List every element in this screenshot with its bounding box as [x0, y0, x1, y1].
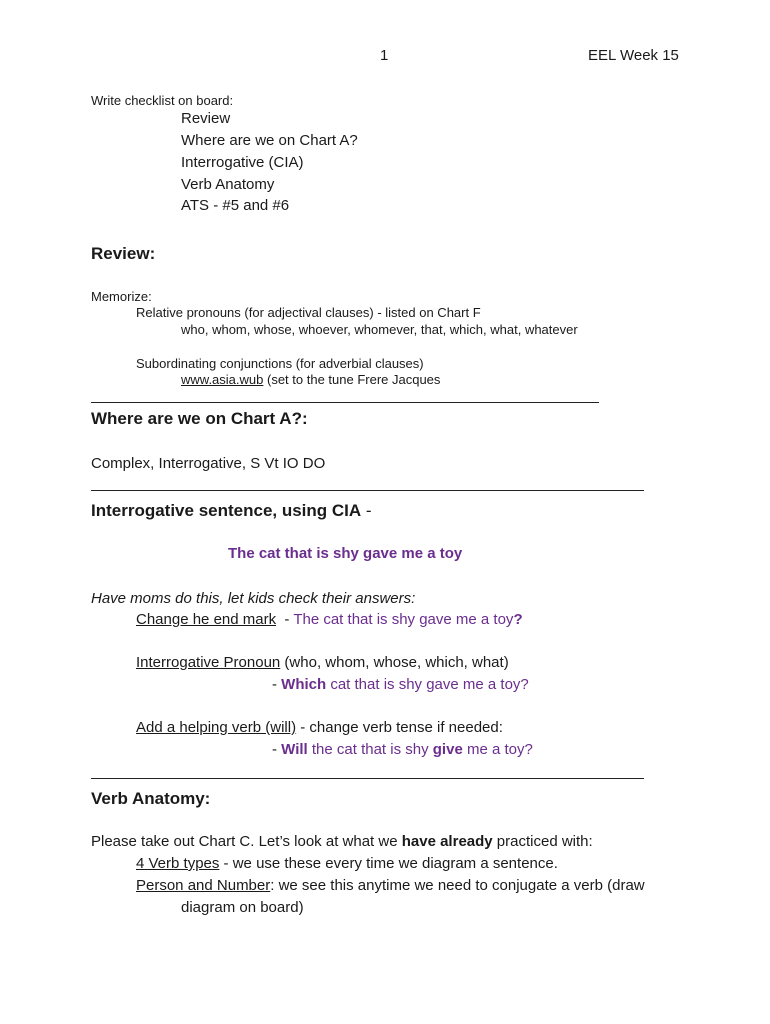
asia-link[interactable]: www.asia.wub	[181, 372, 264, 387]
step1-label: Change he end mark	[136, 611, 277, 628]
conjunctions-line	[181, 373, 440, 386]
step3-detail: - change verb tense if needed:	[296, 719, 503, 736]
page-number: 1	[380, 47, 389, 64]
review-heading: Review:	[91, 244, 156, 263]
item2-label: Person and Number	[136, 877, 271, 894]
step3-word: Will	[281, 741, 308, 758]
checklist-item: Interrogative (CIA)	[181, 154, 304, 171]
chart-a-text: Complex, Interrogative, S Vt IO DO	[91, 455, 326, 472]
chart-a-heading: Where are we on Chart A?:	[91, 409, 308, 428]
example-sentence: The cat that is shy gave me a toy	[228, 545, 463, 562]
memorize-label: Memorize:	[91, 289, 152, 304]
checklist-item: Verb Anatomy	[181, 176, 275, 193]
step2-label: Interrogative Pronoun	[136, 654, 281, 671]
step3-label: Add a helping verb (will)	[136, 719, 297, 736]
document-title: EEL Week 15	[588, 47, 679, 64]
step2-rest: cat that is shy gave me a toy?	[326, 676, 529, 693]
checklist-item: Where are we on Chart A?	[181, 132, 358, 149]
intro-post: practiced with:	[492, 833, 593, 850]
item1-label: 4 Verb types	[136, 855, 220, 872]
checklist-intro: Write checklist on board:	[91, 93, 234, 108]
step1-sep: -	[276, 611, 294, 628]
verb-anatomy-heading: Verb Anatomy:	[91, 789, 211, 808]
instruction-text: Have moms do this, let kids check their answers:	[91, 590, 416, 607]
step1-mark: ?	[513, 611, 523, 628]
step3-rest: me a toy?	[462, 741, 533, 758]
person-number-continuation: diagram on board)	[181, 899, 304, 916]
relative-pronouns-list: who, whom, whose, whoever, whomever, that, which, what, whatever	[181, 322, 578, 337]
interrogative-heading	[91, 502, 372, 519]
verb-anatomy-intro	[91, 834, 593, 849]
step3-mid: the cat that is shy	[307, 741, 433, 758]
subordinating-conjunctions-label: Subordinating conjunctions (for adverbial clauses)	[136, 356, 424, 371]
verb-types-item	[136, 856, 558, 871]
checklist-item: Review	[181, 110, 231, 127]
intro-bold: have already	[401, 833, 493, 850]
section-divider	[91, 402, 599, 403]
step1-sentence: The cat that is shy gave me a toy	[293, 611, 514, 628]
step-interrogative-pronoun	[136, 655, 509, 670]
step2-dash: -	[272, 676, 282, 693]
section-divider	[91, 490, 644, 491]
step3-verb: give	[432, 741, 463, 758]
step-helping-verb	[136, 720, 503, 735]
relative-pronouns-label: Relative pronouns (for adjectival clauses) - listed on Chart F	[136, 305, 481, 320]
checklist-item: ATS - #5 and #6	[181, 197, 290, 214]
intro-pre: Please take out Chart C. Let’s look at what we	[91, 833, 402, 850]
link-note: (set to the tune Frere Jacques	[263, 372, 441, 387]
step2-result	[272, 677, 529, 692]
person-number-item	[136, 878, 645, 893]
step3-dash: -	[272, 741, 282, 758]
step3-result	[272, 742, 533, 757]
section-divider	[91, 778, 644, 779]
heading-dash: -	[361, 501, 372, 520]
step-change-end-mark	[136, 612, 523, 627]
item2-text: : we see this anytime we need to conjugate a verb (draw	[270, 877, 645, 894]
step2-detail: (who, whom, whose, which, what)	[280, 654, 509, 671]
item1-text: - we use these every time we diagram a sentence.	[219, 855, 558, 872]
step2-word: Which	[281, 676, 327, 693]
interrogative-heading-text: Interrogative sentence, using CIA	[91, 501, 362, 520]
